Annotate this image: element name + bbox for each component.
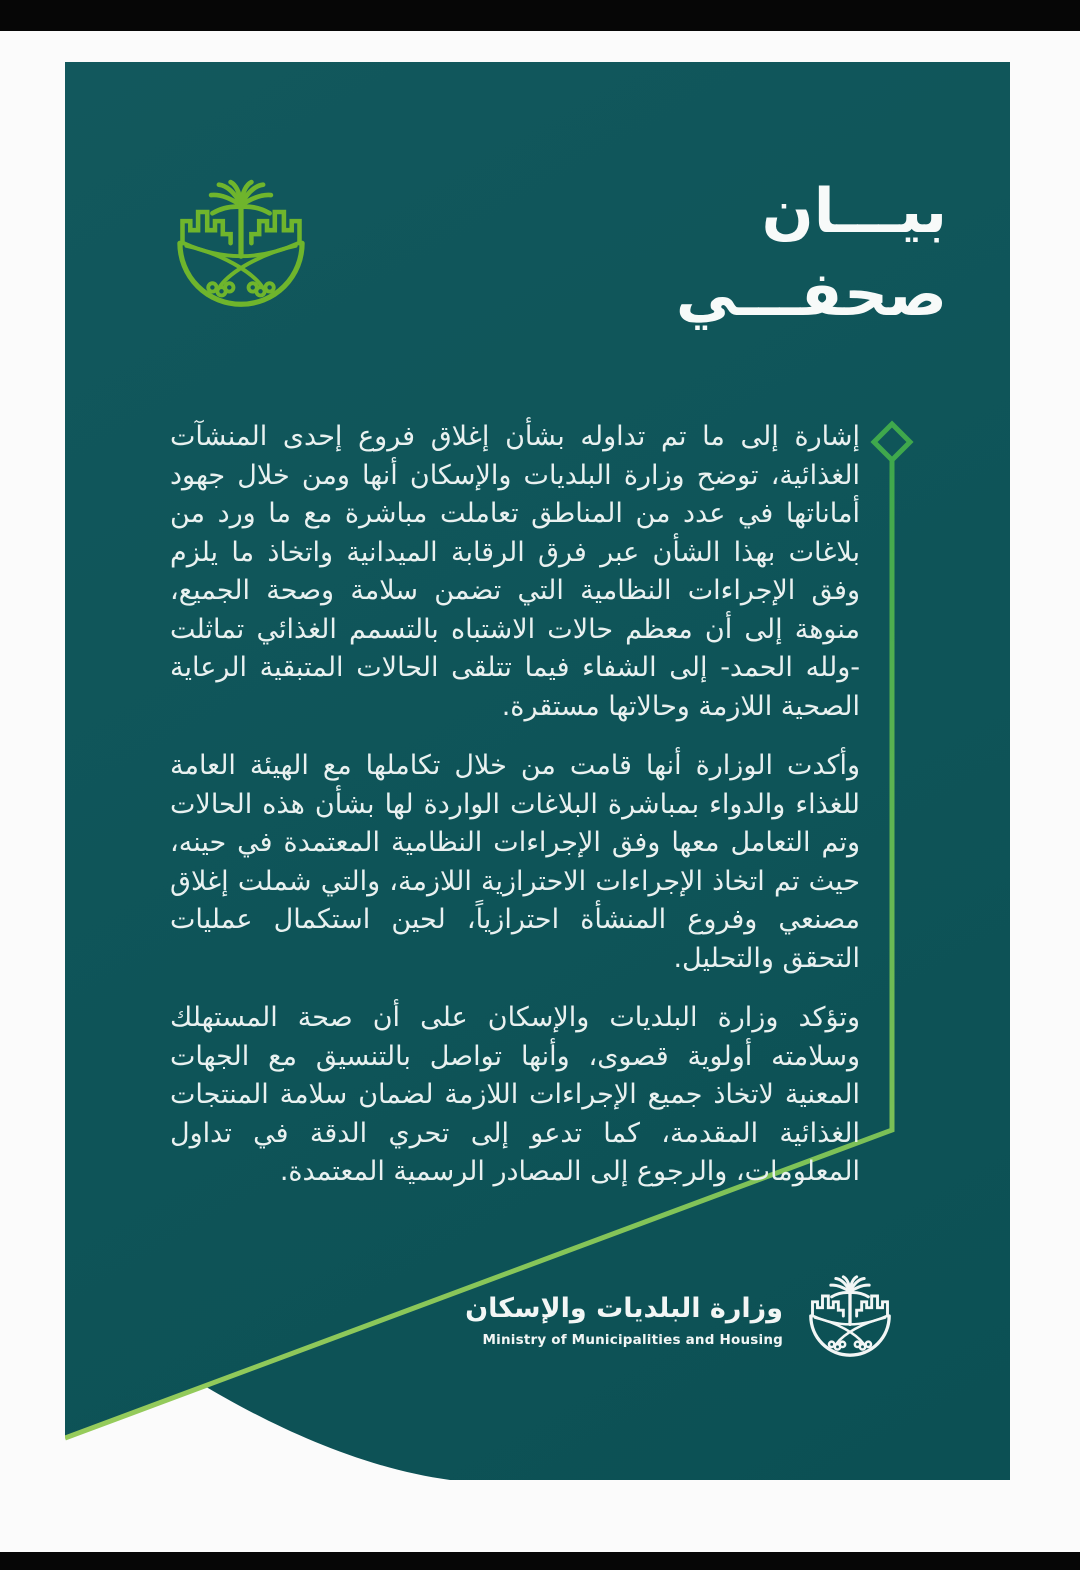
press-release-body <box>170 418 860 1192</box>
title-line-1: بيـــان <box>761 176 947 247</box>
ministry-name-arabic: وزارة البلديات والإسكان <box>465 1293 783 1324</box>
diamond-outline-icon <box>874 424 910 460</box>
press-release-title <box>676 170 947 336</box>
paragraph-3: وتؤكد وزارة البلديات والإسكان على أن صحة المستهلك وسلامته أولوية قصوى، وأنها تواصل بالتنسيق مع الجهات المعنية لاتخاذ جميع الإجراءات اللازمة لضمان سلامة المنتجات الغذائية المقدمة، كما تدعو إلى تحري الدقة في تداول المعلومات، والرجوع إلى المصادر الرسمية المعتمدة. <box>170 1002 860 1187</box>
paragraph-1: إشارة إلى ما تم تداوله بشأن إغلاق فروع إحدى المنشآت الغذائية، توضح وزارة البلديات والإسكان أنها ومن خلال جهود أماناتها في عدد من المناطق تعاملت مباشرة مع ما ورد من بلاغات بهذا الشأن عبر فرق الرقابة الميدانية واتخاذ ما يلزم وفق الإجراءات النظامية التي تضمن سلامة وصحة الجميع، منوهة إلى أن معظم حالات الاشتباه بالتسمم الغذائي تماثلت -ولله الحمد- إلى الشفاء فيما تتلقى الحالات المتبقية الرعاية الصحية اللازمة وحالاتها مستقرة. <box>170 421 860 722</box>
ministry-footer-lockup <box>465 1274 900 1368</box>
paragraph-2: وأكدت الوزارة أنها قامت من خلال تكاملها مع الهيئة العامة للغذاء والدواء بمباشرة البلاغات الواردة لها بشأن هذه الحالات وتم التعامل معها وفق الإجراءات النظامية المعتمدة في حينه، حيث تم اتخاذ الإجراءات الاحترازية اللازمة، والتي شملت إغلاق مصنعي وفروع المنشأة احترازياً، لحين استكمال عمليات التحقق والتحليل. <box>170 750 860 974</box>
bottom-left-white-cut <box>65 1385 450 1480</box>
top-black-bar <box>0 0 1080 31</box>
ministry-name-english: Ministry of Municipalities and Housing <box>482 1332 783 1348</box>
title-line-2: صحفـــي <box>675 259 947 330</box>
ministry-emblem-white-icon <box>800 1274 900 1368</box>
bottom-black-bar <box>0 1552 1080 1570</box>
press-release-card <box>65 62 1010 1480</box>
ministry-emblem-green-icon <box>163 178 319 324</box>
ministry-name-block <box>465 1293 783 1349</box>
